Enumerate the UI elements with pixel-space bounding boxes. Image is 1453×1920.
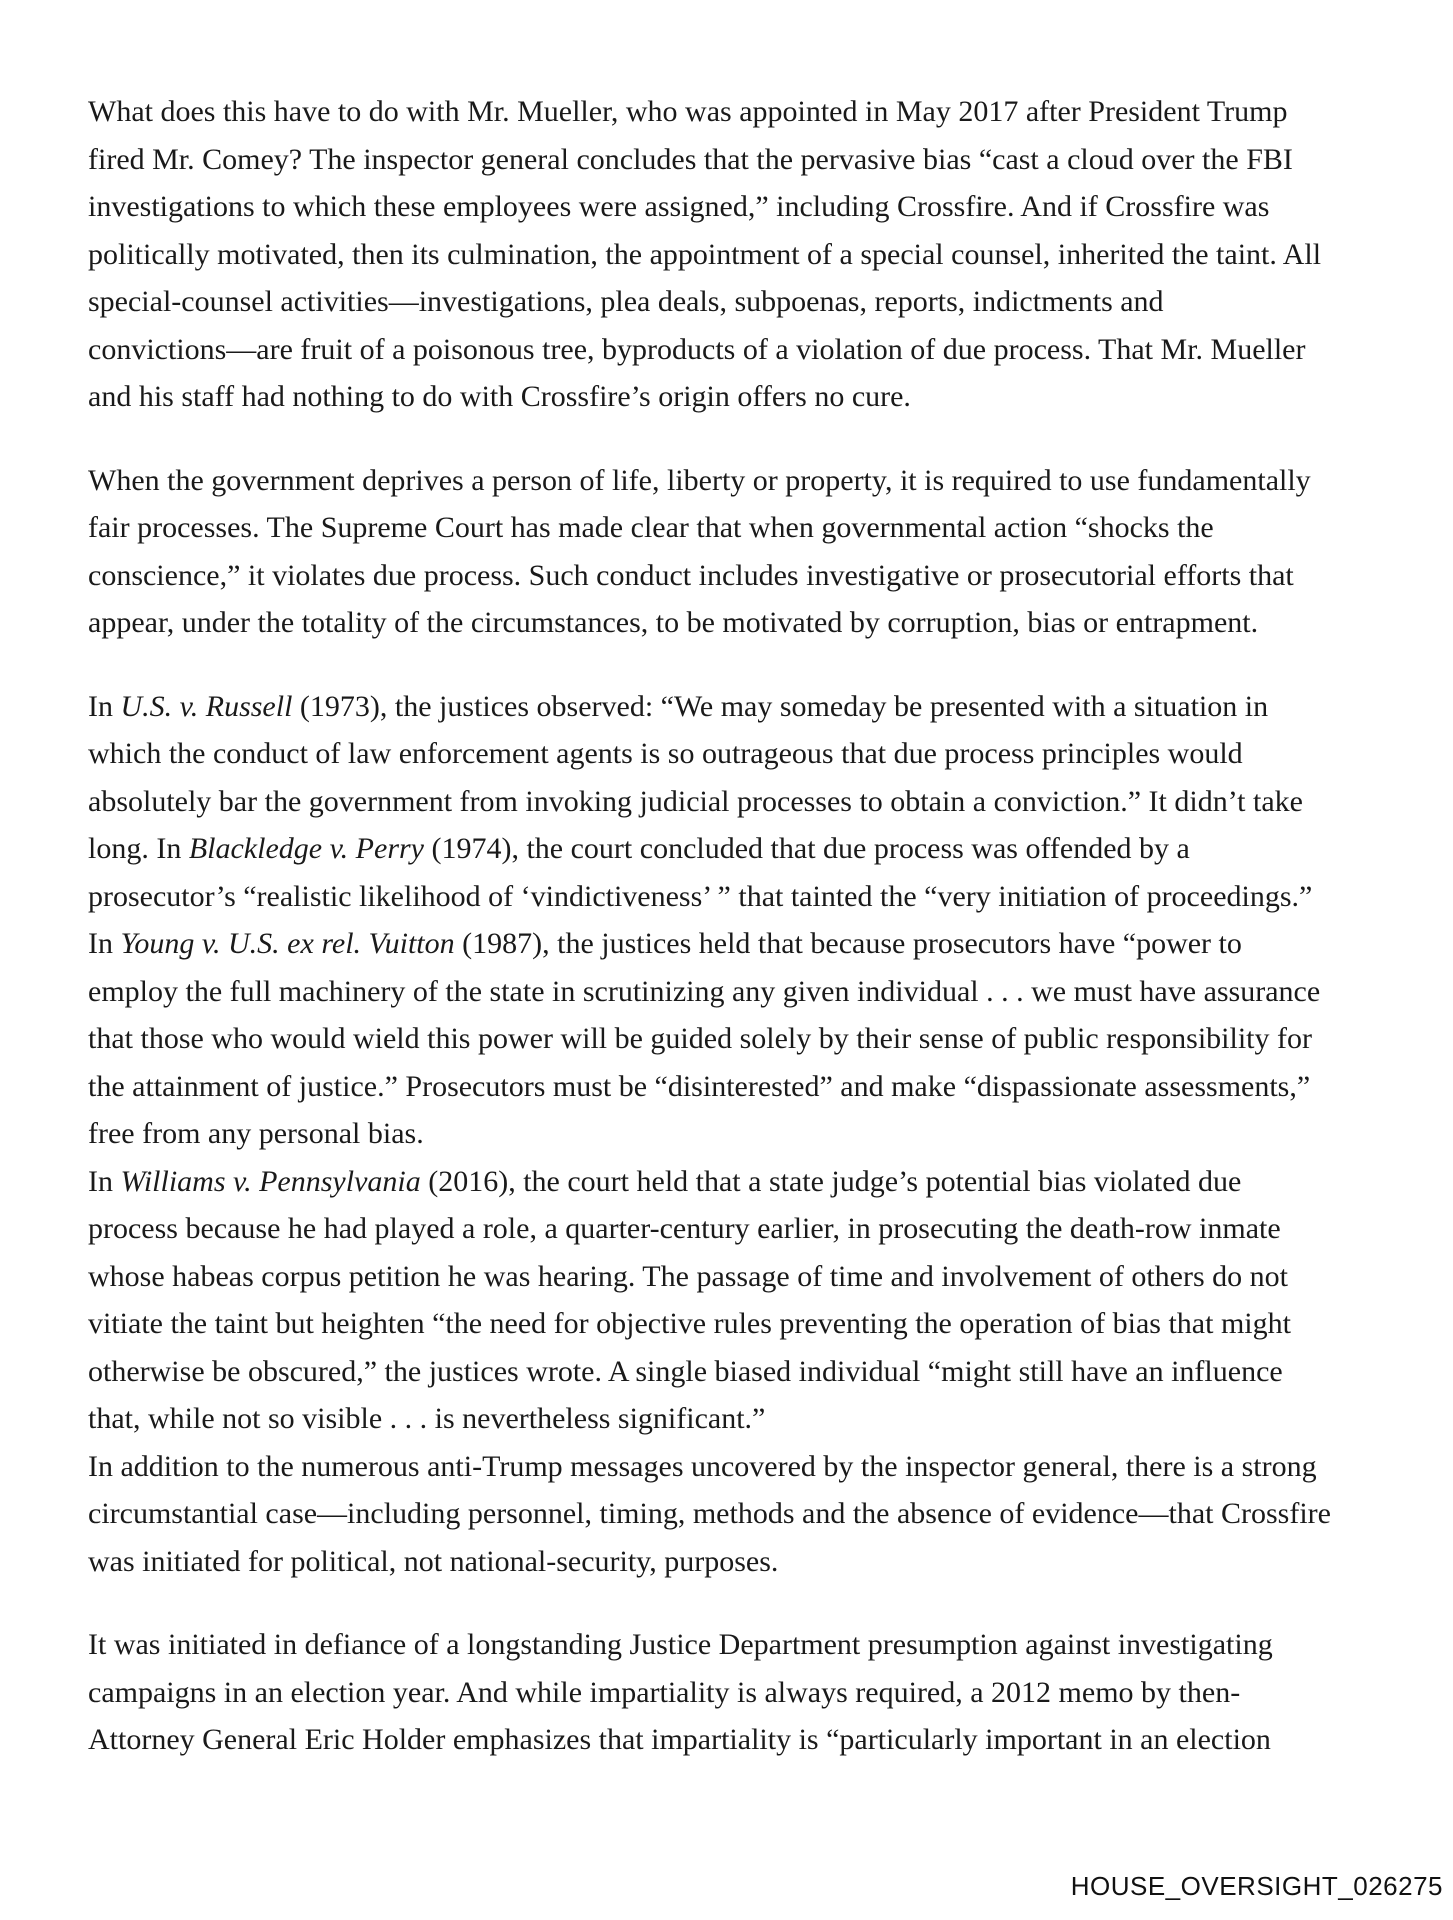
text-run: prosecutor’s “realistic likelihood of ‘vindictiveness’ ” that tainted the “very initiation of proceedings.” [88,879,1313,913]
text-run: free from any personal bias. [88,1117,424,1150]
text-run: politically motivated, then its culmination, the appointment of a special counsel, inherited the taint. All [88,237,1322,271]
text-line [88,1538,1398,1586]
text-run: that, while not so visible . . . is nevertheless significant.” [88,1402,766,1435]
text-run: (1973), the justices observed: “We may someday be presented with a situation in [292,689,1269,723]
paragraph-holder-memo [88,1621,1398,1764]
text-line [88,1205,1398,1253]
text-line [88,599,1398,647]
text-run: that those who would wield this power will be guided solely by their sense of public responsibility for [88,1022,1312,1055]
text-run: fair processes. The Supreme Court has made clear that when governmental action “shocks the [88,511,1214,544]
text-run: employ the full machinery of the state in scrutinizing any given individual . . . we must have assurance [88,974,1321,1008]
paragraph-young-vuitton [88,920,1398,1158]
text-line [88,1063,1398,1111]
text-line [88,457,1398,505]
text-run: the attainment of justice.” Prosecutors must be “disinterested” and make “dispassionate assessments,” [88,1069,1311,1103]
text-line [88,1490,1398,1538]
text-run: When the government deprives a person of life, liberty or property, it is required to use fundamentally [88,463,1311,497]
text-run: (2016), the court held that a state judge’s potential bias violated due [420,1164,1242,1198]
text-line [88,873,1398,921]
text-line [88,231,1398,279]
text-line [88,1110,1398,1158]
text-line [88,88,1398,136]
case-citation: Blackledge v. Perry [188,832,424,865]
text-line [88,825,1398,873]
bates-stamp: HOUSE_OVERSIGHT_026275 [1070,1871,1443,1901]
text-line [88,1621,1398,1669]
text-run: In [88,927,121,960]
text-line [88,326,1398,374]
document-body [88,88,1398,1764]
text-line [88,778,1398,826]
text-run: Attorney General Eric Holder emphasizes that impartiality is “particularly important in an election [88,1723,1271,1756]
text-run: conscience,” it violates due process. Such conduct includes investigative or prosecutorial efforts that [88,558,1294,592]
paragraph-williams-pennsylvania [88,1158,1398,1443]
text-run: convictions—are fruit of a poisonous tree, byproducts of a violation of due process. That Mr. Mueller [88,332,1306,366]
text-run: vitiate the taint but heighten “the need for objective rules preventing the operation of bias that might [88,1307,1291,1340]
text-run: which the conduct of law enforcement agents is so outrageous that due process principles would [88,737,1243,770]
text-line [88,278,1398,326]
text-line [88,1443,1398,1491]
paragraph-circumstantial-case [88,1443,1398,1586]
text-line [88,504,1398,552]
text-run: process because he had played a role, a quarter-century earlier, in prosecuting the death-row inmate [88,1212,1281,1245]
text-run: special-counsel activities—investigations, plea deals, subpoenas, reports, indictments and [88,285,1164,318]
text-run: What does this have to do with Mr. Mueller, who was appointed in May 2017 after President Trump [88,95,1288,128]
text-run: campaigns in an election year. And while impartiality is always required, a 2012 memo by then- [88,1675,1241,1709]
text-line [88,1395,1398,1443]
paragraph-due-process [88,457,1398,647]
text-line [88,1158,1398,1206]
text-line [88,183,1398,231]
text-run: fired Mr. Comey? The inspector general concludes that the pervasive bias “cast a cloud over the FBI [88,142,1293,176]
text-run: In [88,1164,121,1198]
text-run: absolutely bar the government from invoking judicial processes to obtain a conviction.” It didn’t take [88,784,1303,818]
text-line [88,1716,1398,1764]
text-line [88,1348,1398,1396]
text-run: was initiated for political, not national-security, purposes. [88,1544,779,1578]
text-line [88,1015,1398,1063]
text-run: circumstantial case—including personnel, timing, methods and the absence of evidence—that Crossfire [88,1497,1331,1530]
paragraph-mueller-appointment [88,88,1398,421]
text-run: and his staff had nothing to do with Crossfire’s origin offers no cure. [88,380,911,413]
text-line [88,552,1398,600]
text-run: otherwise be obscured,” the justices wrote. A single biased individual “might still have an influence [88,1354,1283,1388]
text-run: (1974), the court concluded that due process was offended by a [423,832,1190,865]
text-line [88,920,1398,968]
text-line [88,968,1398,1016]
text-line [88,136,1398,184]
text-run: In addition to the numerous anti-Trump messages uncovered by the inspector general, there is a strong [88,1449,1317,1483]
text-run: appear, under the totality of the circumstances, to be motivated by corruption, bias or entrapment. [88,606,1259,639]
text-run: whose habeas corpus petition he was hearing. The passage of time and involvement of others do not [88,1259,1288,1293]
text-line [88,373,1398,421]
text-line [88,683,1398,731]
text-line [88,730,1398,778]
text-line [88,1253,1398,1301]
text-run: long. In [88,832,189,865]
case-citation: Young v. U.S. ex rel. Vuitton [120,927,455,960]
text-run: (1987), the justices held that because prosecutors have “power to [454,927,1242,960]
text-run: investigations to which these employees were assigned,” including Crossfire. And if Crossfire was [88,190,1270,223]
text-line [88,1300,1398,1348]
case-citation: Williams v. Pennsylvania [120,1164,421,1198]
text-line [88,1669,1398,1717]
case-citation: U.S. v. Russell [120,689,293,723]
paragraph-russell-blackledge [88,683,1398,921]
text-run: In [88,689,121,723]
text-run: It was initiated in defiance of a longstanding Justice Department presumption against investigating [88,1628,1273,1661]
